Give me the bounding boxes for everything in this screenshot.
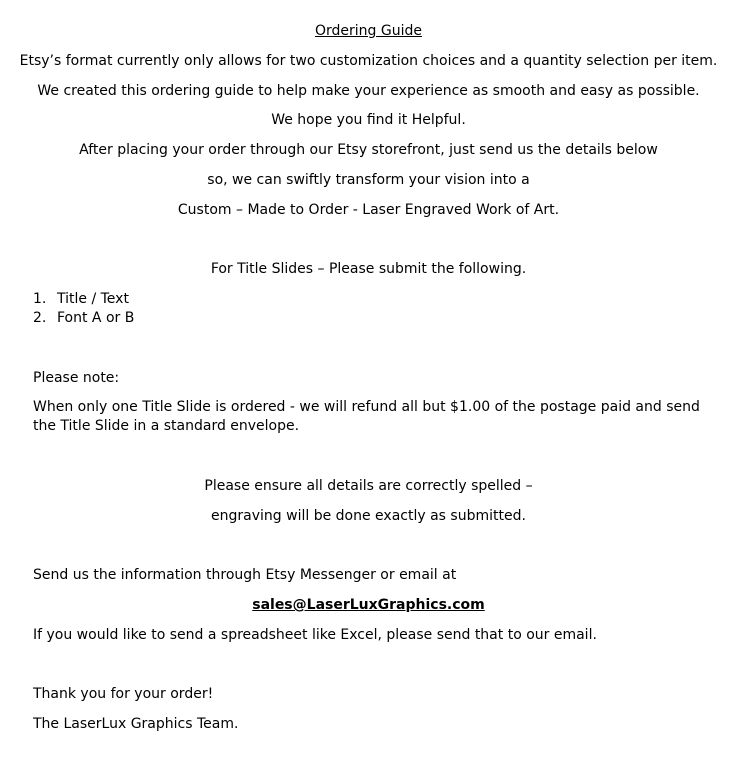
ensure-line: Please ensure all details are correctly spelled – (204, 478, 533, 494)
list-item-text: Font A or B (57, 310, 135, 326)
note-text: When only one Title Slide is ordered - we will refund all but $1.00 of the postage paid and send the Title Slide in a standard envelope. (33, 399, 700, 434)
intro-line: We created this ordering guide to help make your experience as smooth and easy as possible. (37, 83, 700, 99)
list-item-number: 2. (33, 310, 47, 326)
spreadsheet-text: If you would like to send a spreadsheet like Excel, please send that to our email. (33, 627, 597, 643)
list-item-number: 1. (33, 291, 47, 307)
ensure-line: engraving will be done exactly as submitted. (211, 508, 526, 524)
note-label: Please note: (33, 370, 120, 386)
document-title: Ordering Guide (315, 23, 422, 39)
intro-line: so, we can swiftly transform your vision into a (207, 172, 530, 188)
intro-line: We hope you find it Helpful. (271, 112, 466, 128)
title-slides-heading: For Title Slides – Please submit the following. (210, 261, 527, 277)
intro-line: Etsy’s format currently only allows for two customization choices and a quantity selection per item. (19, 53, 718, 69)
send-info-text: Send us the information through Etsy Messenger or email at (33, 567, 457, 583)
email-link[interactable]: sales@LaserLuxGraphics.com (252, 597, 485, 613)
signature-text: The LaserLux Graphics Team. (33, 716, 239, 732)
list-item-text: Title / Text (57, 291, 129, 307)
thanks-text: Thank you for your order! (33, 686, 214, 702)
intro-line: Custom – Made to Order - Laser Engraved Work of Art. (177, 202, 560, 218)
intro-line: After placing your order through our Etsy storefront, just send us the details below (79, 142, 658, 158)
